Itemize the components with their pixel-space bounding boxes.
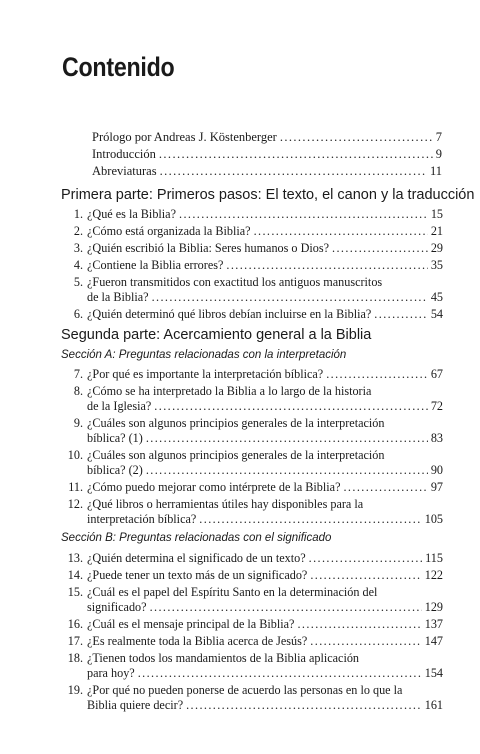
entry-number: 12. [67, 497, 83, 511]
toc-entry [66, 416, 443, 446]
leader-dots [146, 431, 428, 446]
entry-label-first-line: ¿Cuál es el papel del Espíritu Santo en la determinación del [87, 585, 378, 599]
toc-front-prologo [92, 130, 442, 145]
entry-number: 3. [73, 241, 83, 255]
leader-dots [150, 600, 422, 615]
section-heading: Sección A: Preguntas relacionadas con la interpretación [61, 349, 347, 361]
entry-label-first-line: ¿Cómo se ha interpretado la Biblia a lo largo de la historia [87, 384, 372, 398]
toc-entry [66, 258, 443, 273]
toc-entry [66, 307, 443, 322]
entry-label-first-line: ¿Fueron transmitidos con exactitud los antiguos manuscritos [87, 275, 383, 289]
section-heading: Sección B: Preguntas relacionadas con el significado [61, 532, 332, 544]
leader-dots [159, 147, 433, 162]
entry-number: 9. [73, 416, 83, 430]
leader-dots [310, 634, 421, 649]
entry-number: 17. [67, 634, 83, 648]
page-title: Contenido [62, 52, 175, 82]
entry-label: ¿Cómo puedo mejorar como intérprete de la Biblia? [87, 480, 341, 494]
entry-label: Abreviaturas [92, 164, 157, 178]
entry-number: 14. [67, 568, 83, 582]
page-number: 67 [430, 367, 443, 381]
page-number: 7 [435, 130, 442, 144]
toc-entry [66, 683, 443, 713]
toc-entry [66, 634, 443, 649]
page-number: 45 [430, 290, 443, 304]
entry-label-first-line: ¿Cuáles son algunos principios generales de la interpretación [87, 416, 385, 430]
entry-label: ¿Es realmente toda la Biblia acerca de Jesús? [87, 634, 308, 648]
toc-entry [66, 241, 443, 256]
entry-label: ¿Puede tener un texto más de un significado? [87, 568, 308, 582]
entry-number: 10. [67, 448, 83, 462]
entry-label-first-line: ¿Por qué no pueden ponerse de acuerdo las personas en lo que la [87, 683, 403, 697]
entry-number: 19. [67, 683, 83, 697]
entry-number: 4. [73, 258, 83, 272]
page-number: 97 [430, 480, 443, 494]
leader-dots [138, 666, 422, 681]
entry-number: 11. [68, 480, 83, 494]
entry-label: Prólogo por Andreas J. Köstenberger [92, 130, 277, 144]
entry-label-first-line: ¿Tienen todos los mandamientos de la Biblia aplicación [87, 651, 360, 665]
entry-label: ¿Quién escribió la Biblia: Seres humanos o Dios? [87, 241, 330, 255]
entry-number: 1. [73, 207, 83, 221]
leader-dots [152, 290, 428, 305]
page-number: 147 [424, 634, 443, 648]
leader-dots [374, 307, 428, 322]
leader-dots [332, 241, 428, 256]
entry-label: significado? [87, 600, 147, 614]
toc-entry [66, 568, 443, 583]
entry-label: ¿Quién determinó qué libros debían incluirse en la Biblia? [87, 307, 372, 321]
page-number: 161 [424, 698, 443, 712]
entry-label: de la Biblia? [87, 290, 149, 304]
page-number: 137 [424, 617, 443, 631]
entry-number: 15. [67, 585, 83, 599]
toc-entry [66, 497, 443, 527]
entry-number: 2. [73, 224, 83, 238]
entry-label: ¿Cómo está organizada la Biblia? [87, 224, 251, 238]
entry-number: 16. [67, 617, 83, 631]
page-number: 21 [430, 224, 443, 238]
toc-entry [66, 585, 443, 615]
toc-front-abreviaturas [92, 164, 442, 179]
leader-dots [310, 568, 421, 583]
toc-entry [66, 384, 443, 414]
toc-entry [66, 651, 443, 681]
entry-label: interpretación bíblica? [87, 512, 197, 526]
page-number: 122 [424, 568, 443, 582]
leader-dots [186, 698, 422, 713]
entry-number: 7. [73, 367, 83, 381]
entry-number: 5. [73, 275, 83, 289]
toc-entry [66, 275, 443, 305]
entry-label: ¿Contiene la Biblia errores? [87, 258, 224, 272]
toc-entry [66, 207, 443, 222]
leader-dots [326, 367, 428, 382]
leader-dots [160, 164, 427, 179]
entry-label: bíblica? (1) [87, 431, 143, 445]
page-number: 9 [435, 147, 442, 161]
entry-label: ¿Por qué es importante la interpretación bíblica? [87, 367, 324, 381]
leader-dots [309, 551, 423, 566]
leader-dots [226, 258, 427, 273]
leader-dots [297, 617, 421, 632]
page-number: 35 [430, 258, 443, 272]
toc-entry [66, 617, 443, 632]
entry-number: 6. [73, 307, 83, 321]
part-heading: Segunda parte: Acercamiento general a la Biblia [61, 327, 372, 343]
leader-dots [146, 463, 428, 478]
entry-number: 18. [67, 651, 83, 665]
toc-entry [66, 448, 443, 478]
entry-label: para hoy? [87, 666, 135, 680]
toc-front-introduccion [92, 147, 442, 162]
leader-dots [343, 480, 427, 495]
page-number: 105 [424, 512, 443, 526]
leader-dots [179, 207, 428, 222]
page-number: 72 [430, 399, 443, 413]
leader-dots [154, 399, 428, 414]
entry-label-first-line: ¿Qué libros o herramientas útiles hay disponibles para la [87, 497, 364, 511]
page-number: 115 [425, 551, 443, 565]
page-number: 83 [430, 431, 443, 445]
toc-entry [66, 367, 443, 382]
leader-dots [199, 512, 421, 527]
entry-number: 8. [73, 384, 83, 398]
entry-number: 13. [67, 551, 83, 565]
entry-label: Introducción [92, 147, 156, 161]
page-number: 29 [430, 241, 443, 255]
entry-label: ¿Qué es la Biblia? [87, 207, 177, 221]
toc-entry [66, 551, 443, 566]
page-number: 15 [430, 207, 443, 221]
leader-dots [280, 130, 433, 145]
toc-entry [66, 224, 443, 239]
page-number: 90 [430, 463, 443, 477]
entry-label: ¿Quién determina el significado de un texto? [87, 551, 306, 565]
page-number: 154 [424, 666, 443, 680]
entry-label: Biblia quiere decir? [87, 698, 184, 712]
entry-label: ¿Cuál es el mensaje principal de la Biblia? [87, 617, 295, 631]
toc-entry [66, 480, 443, 495]
page-number: 11 [429, 164, 442, 178]
page-number: 54 [430, 307, 443, 321]
entry-label: bíblica? (2) [87, 463, 143, 477]
entry-label: de la Iglesia? [87, 399, 152, 413]
page-number: 129 [424, 600, 443, 614]
entry-label-first-line: ¿Cuáles son algunos principios generales de la interpretación [87, 448, 385, 462]
part-heading: Primera parte: Primeros pasos: El texto, el canon y la traducción [61, 187, 475, 203]
leader-dots [254, 224, 428, 239]
